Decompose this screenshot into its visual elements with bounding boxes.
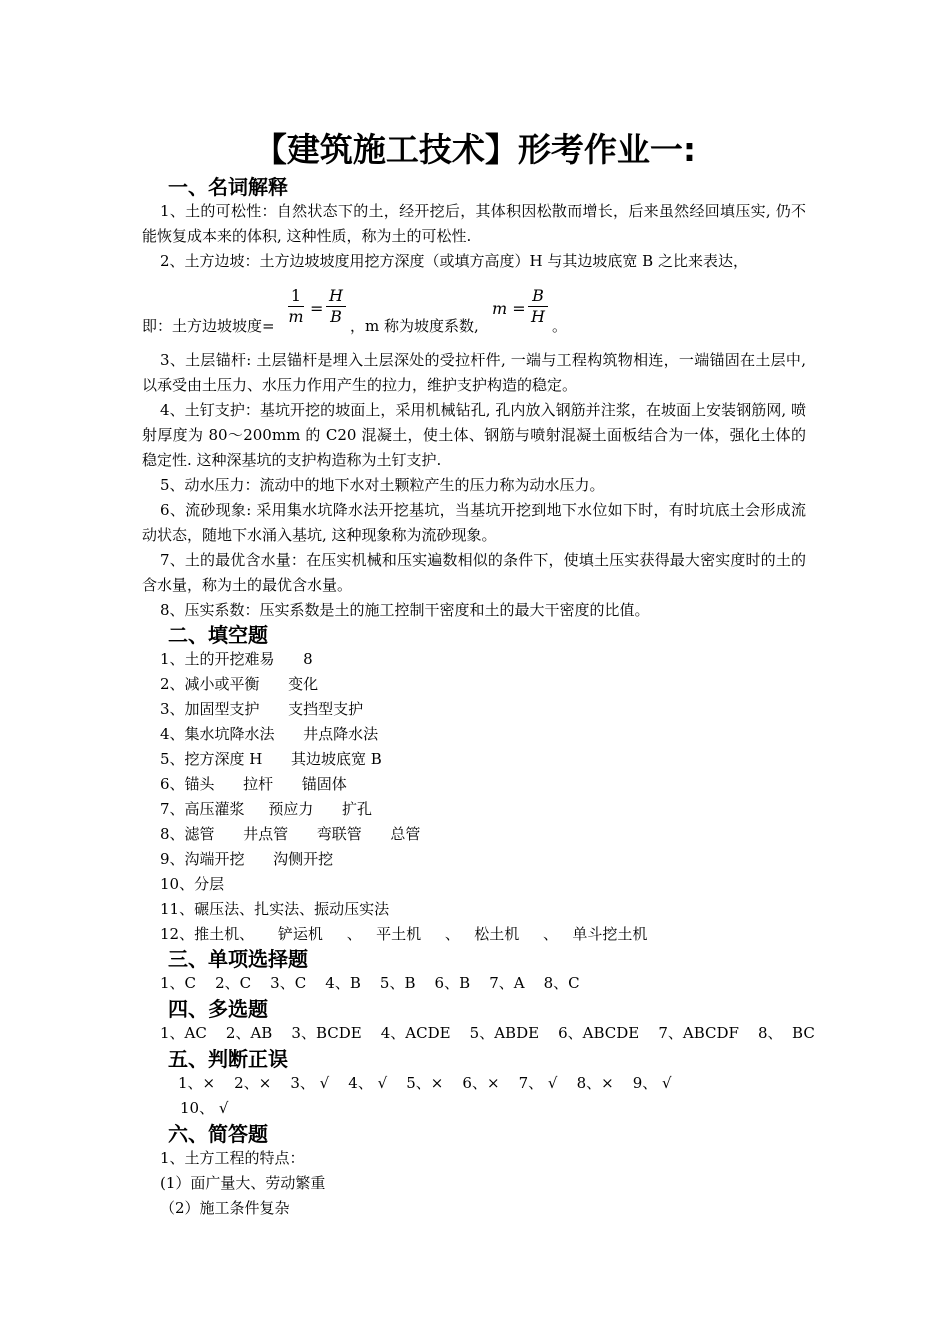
fill-answer: 8、滤管 井点管 弯联管 总管 (160, 825, 421, 843)
term-5: 5、动水压力：流动中的地下水对土颗粒产生的压力称为动水压力。 (160, 476, 605, 494)
term-8: 8、压实系数：压实系数是土的施工控制干密度和土的最大干密度的比值。 (160, 601, 650, 619)
document-title: 【建筑施工技术】形考作业一: (253, 130, 697, 169)
multi-choice-answers: 1、AC 2、AB 3、BCDE 4、ACDE 5、ABDE 6、ABCDE 7、ABCDF 8、 BC (160, 1024, 815, 1042)
fill-answer: 6、锚头 拉杆 锚固体 (160, 775, 347, 793)
term-2: 2、土方边坡：土方边坡坡度用挖方深度（或填方高度）H 与其边坡底宽 B 之比来表达， (160, 252, 748, 270)
short-answer-line: 1、土方工程的特点： (160, 1149, 305, 1167)
fill-answer: 4、集水坑降水法 井点降水法 (160, 725, 379, 743)
term-7: 7、土的最优含水量：在压实机械和压实遍数相似的条件下，使填土压实获得最大密实度时的土的含水量，称为土的最优含水量。 (142, 551, 806, 594)
fraction-h-over-b: H B (326, 287, 346, 326)
section-heading-single: 三、单项选择题 (168, 947, 308, 971)
section-heading-terms: 一、名词解释 (168, 175, 288, 199)
section-heading-multi: 四、多选题 (168, 997, 268, 1021)
single-choice-answers: 1、C 2、C 3、C 4、B 5、B 6、B 7、A 8、C (160, 974, 580, 992)
fill-answer: 12、推土机、 铲运机 、 平土机 、 松土机 、 单斗挖土机 (160, 925, 648, 943)
term-1: 1、土的可松性：自然状态下的土，经开挖后，其体积因松散而增长，后来虽然经回填压实, 仍不能恢复成本来的体积, 这种性质，称为土的可松性. (142, 202, 806, 245)
section-heading-fill: 二、填空题 (168, 623, 268, 647)
judge-answers: 1、× 2、× 3、 √ 4、 √ 5、× 6、× 7、 √ 8、× 9、 √ (178, 1074, 672, 1092)
slope-formula: 即：土方边坡坡度= 1 m = H B ，m 称为坡度系数, m = B H 。 (142, 286, 568, 335)
fill-answer: 5、挖方深度 H 其边坡底宽 B (160, 750, 382, 768)
fill-answer: 1、土的开挖难易 8 (160, 650, 313, 668)
fraction-one-over-m: 1 m (288, 286, 304, 326)
term-6: 6、流砂现象: 采用集水坑降水法开挖基坑，当基坑开挖到地下水位如下时，有时坑底土会形成流动状态，随地下水涌入基坑, 这种现象称为流砂现象。 (142, 501, 806, 544)
judge-answers: 10、 √ (180, 1099, 229, 1117)
fraction-b-over-h: B H (528, 287, 548, 326)
fill-answer: 9、沟端开挖 沟侧开挖 (160, 850, 334, 868)
fill-answer: 3、加固型支护 支挡型支护 (160, 700, 364, 718)
section-heading-short: 六、简答题 (168, 1122, 268, 1146)
fill-answer: 7、高压灌浆 预应力 扩孔 (160, 800, 372, 818)
term-4: 4、土钉支护：基坑开挖的坡面上，采用机械钻孔, 孔内放入钢筋并注浆，在坡面上安装钢筋网, 喷射厚度为 80～200mm 的 C20 混凝土，使土体、钢筋与喷射混凝土面板结合为一体，强化土体的稳定性. 这种深基坑的支护构造称为土钉支护. (142, 401, 806, 469)
short-answer-line: (1）面广量大、劳动繁重 (160, 1174, 326, 1192)
section-heading-judge: 五、判断正误 (168, 1047, 288, 1071)
short-answer-line: （2）施工条件复杂 (160, 1199, 290, 1217)
fill-answer: 2、减小或平衡 变化 (160, 675, 319, 693)
fill-answer: 11、碾压法、扎实法、振动压实法 (160, 900, 390, 918)
term-3: 3、土层锚杆: 土层锚杆是埋入土层深处的受拉杆件, 一端与工程构筑物相连，一端锚固在土层中, 以承受由土压力、水压力作用产生的拉力，维护支护构造的稳定。 (142, 351, 806, 394)
fill-answer: 10、分层 (160, 875, 225, 893)
